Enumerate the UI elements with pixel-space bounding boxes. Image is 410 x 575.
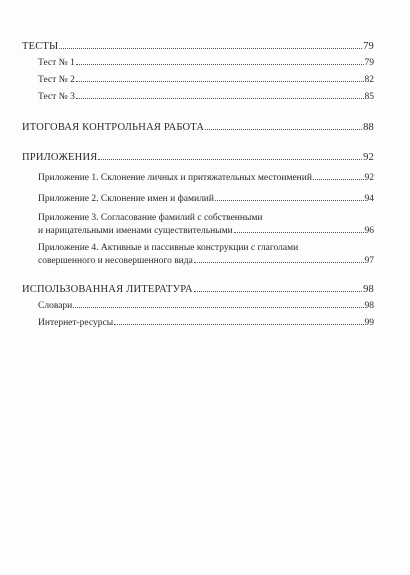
toc-item-dictionaries <box>22 298 374 315</box>
toc-page-number: 94 <box>364 194 374 204</box>
dot-leader <box>73 307 363 308</box>
toc-item-title: Приложение 1. Склонение личных и притяжательных местоимений <box>38 173 312 183</box>
toc-item-test-2 <box>22 72 374 89</box>
toc-item-title-line1: Приложение 3. Согласование фамилий с собственными <box>38 213 263 223</box>
toc-page-number: 82 <box>364 75 374 85</box>
toc-page-number: 92 <box>363 152 374 163</box>
toc-section-title: ТЕСТЫ <box>22 41 59 52</box>
toc-page-number: 85 <box>364 92 374 102</box>
toc-item-title: Тест № 1 <box>38 58 75 68</box>
dot-leader <box>194 291 362 292</box>
toc-item-title-line2: совершенного и несовершенного вида <box>38 256 193 266</box>
toc-item-internet-resources <box>22 315 374 332</box>
dot-leader <box>76 98 364 99</box>
toc-item-title: Интернет-ресурсы <box>38 318 114 328</box>
toc-page-number: 79 <box>364 58 374 68</box>
dot-leader <box>114 324 363 325</box>
toc-item-appendix-1 <box>22 170 374 187</box>
dot-leader <box>194 262 364 263</box>
toc-section-appendices <box>22 149 374 166</box>
toc-item-test-3 <box>22 89 374 106</box>
toc-item-appendix-4 <box>22 242 374 268</box>
toc-item-title-line1: Приложение 4. Активные и пассивные конструкции с глаголами <box>38 243 299 253</box>
dot-leader <box>215 200 364 201</box>
toc-page-number: 98 <box>364 301 374 311</box>
toc-section-literature <box>22 281 374 298</box>
dot-leader <box>313 179 364 180</box>
dot-leader <box>59 48 362 49</box>
toc-page-number: 99 <box>364 318 374 328</box>
toc-page-number: 96 <box>364 226 374 236</box>
toc-item-appendix-2 <box>22 191 374 208</box>
toc-page-number: 79 <box>363 41 374 52</box>
table-of-contents <box>22 38 374 332</box>
toc-section-title: ПРИЛОЖЕНИЯ <box>22 152 98 163</box>
toc-page-number: 98 <box>363 284 374 295</box>
toc-page-number: 92 <box>364 173 374 183</box>
dot-leader <box>76 64 364 65</box>
toc-item-title-line2: и нарицательными именами существительными <box>38 226 233 236</box>
toc-item-title: Тест № 3 <box>38 92 75 102</box>
toc-section-title: ИТОГОВАЯ КОНТРОЛЬНАЯ РАБОТА <box>22 122 205 133</box>
toc-item-test-1 <box>22 55 374 72</box>
dot-leader <box>205 129 362 130</box>
toc-item-title: Тест № 2 <box>38 75 75 85</box>
dot-leader <box>76 81 364 82</box>
toc-page-number: 97 <box>364 256 374 266</box>
toc-section-title: ИСПОЛЬЗОВАННАЯ ЛИТЕРАТУРА <box>22 284 193 295</box>
toc-section-final-test <box>22 119 374 136</box>
toc-item-appendix-3 <box>22 212 374 238</box>
toc-section-tests <box>22 38 374 55</box>
toc-item-title: Приложение 2. Склонение имен и фамилий <box>38 194 214 204</box>
dot-leader <box>234 232 364 233</box>
toc-item-title: Словари <box>38 301 73 311</box>
toc-page-number: 88 <box>363 122 374 133</box>
dot-leader <box>98 159 362 160</box>
